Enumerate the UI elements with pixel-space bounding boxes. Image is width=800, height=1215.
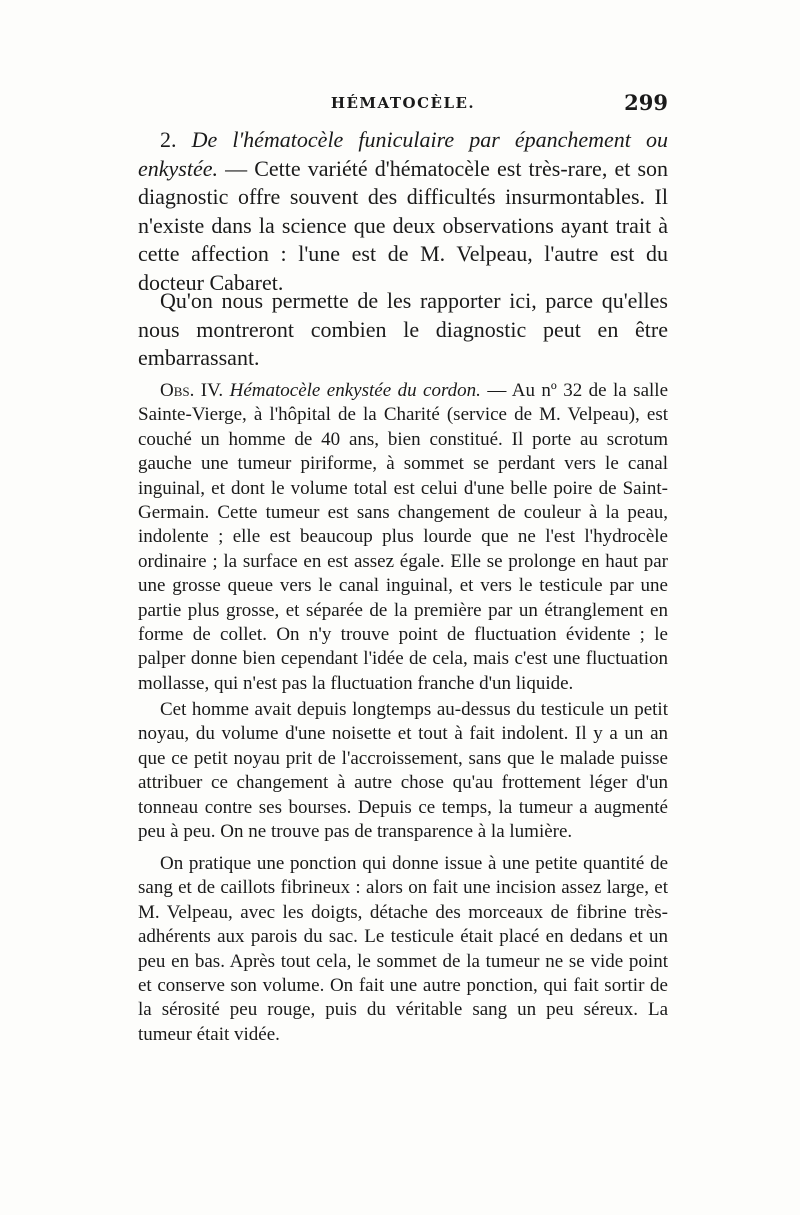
observation-paragraph-2: Cet homme avait depuis longtemps au-dessus du testicule un petit noyau, du volume d'une noisette et tout à fait indolent. Il y a un an que ce petit noyau prit de l'accroissement, sans que le malade puisse attribuer ce changement à autre chose qu'au frottement léger d'un tonneau contre ses bourses. Depuis ce temps, la tumeur a augmenté peu à peu. On ne trouve pas de transparence à la lumière. <box>138 699 668 843</box>
section-intro-paragraph <box>138 126 668 297</box>
section-intro-text: — Cette variété d'hématocèle est très-rare, et son diagnostic offre souvent des difficultés insurmontables. Il n'existe dans la science que deux observations ayant trait à cette affection : l'une est de M. Velpeau, l'autre est du docteur Cabaret. <box>138 155 668 295</box>
page-number: 299 <box>624 90 668 115</box>
observation-title: Hématocèle enkystée du cordon. <box>229 380 481 401</box>
running-title: HÉMATOCÈLE. <box>330 94 476 112</box>
section-title: De l'hématocèle funiculaire par épanchement ou enkystée. <box>138 127 669 181</box>
section-paragraph-2: Qu'on nous permette de les rapporter ici, parce qu'elles nous montreront combien le diagnostic peut en être embarrassant. <box>138 288 668 370</box>
section-number: 2. <box>160 127 177 152</box>
running-head <box>138 92 668 116</box>
observation-label: Obs. IV. <box>160 380 224 401</box>
observation-paragraph-3: On pratique une ponction qui donne issue à une petite quantité de sang et de caillots fibrineux : alors on fait une incision assez large, et M. Velpeau, avec les doigts, détache des morceaux de fibrine très-adhérents aux parois du sac. Le testicule était placé en dedans et un peu en bas. Après tout cela, le sommet de la tumeur ne se vide point et conserve son volume. On fait une autre ponction, qui fait sortir de la sérosité peu rouge, puis du véritable sang un peu séreux. La tumeur était vidée. <box>138 853 668 1045</box>
observation-paragraph-1 <box>138 379 668 696</box>
observation-body-1: — Au nº 32 de la salle Sainte-Vierge, à l'hôpital de la Charité (service de M. Velpeau), est couché un homme de 40 ans, bien constitué. Il porte au scrotum gauche une tumeur piriforme, à sommet se perdant vers le canal inguinal, et dont le volume total est celui d'une belle poire de Saint-Germain. Cette tumeur est sans changement de couleur à la peau, indolente ; elle est beaucoup plus lourde que ne l'est l'hydrocèle ordinaire ; la surface en est assez égale. Elle se prolonge en haut par une grosse queue vers le canal inguinal, et vers le testicule par une partie plus grosse, et séparée de la première par un étranglement en forme de collet. On n'y trouve point de fluctuation évidente ; le palper donne bien cependant l'idée de cela, mais c'est une fluctuation mollasse, qui n'est pas la fluctuation franche d'un liquide. <box>138 380 668 694</box>
